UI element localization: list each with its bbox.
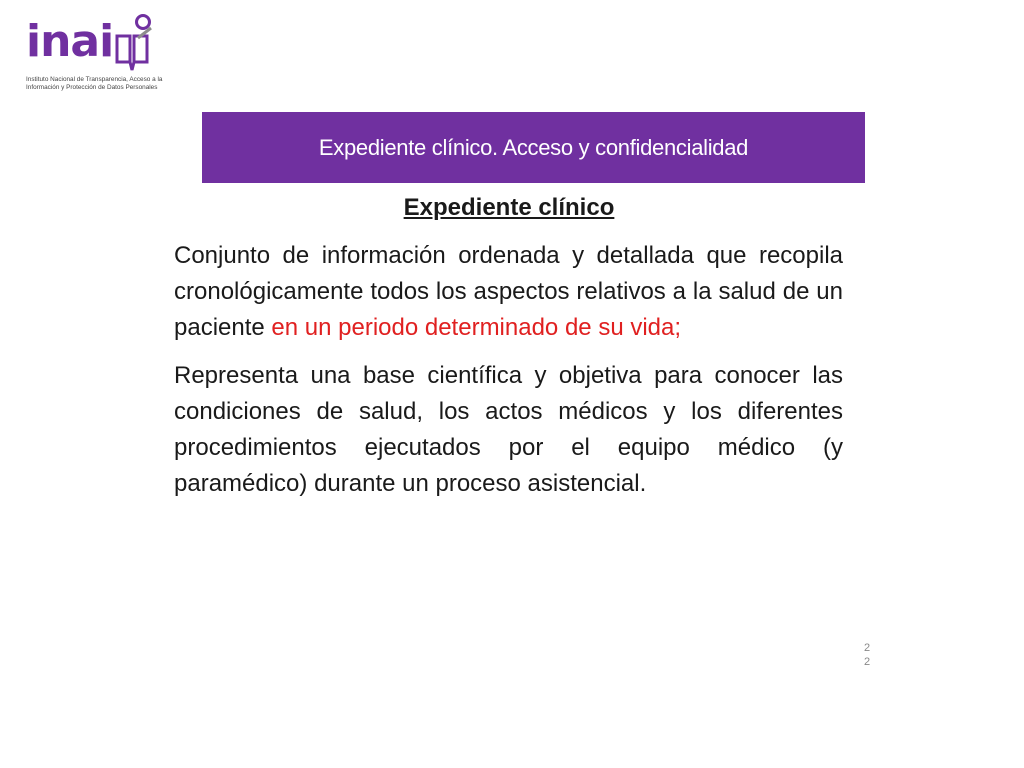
inai-wordmark-text: inai bbox=[26, 16, 114, 67]
page-number bbox=[860, 641, 874, 669]
inai-wordmark bbox=[26, 16, 114, 67]
inai-tagline-line-1: Instituto Nacional de Transparencia, Acceso a la bbox=[26, 76, 163, 83]
inai-logo bbox=[24, 14, 174, 96]
inai-tagline bbox=[26, 76, 176, 92]
slide-title: Expediente clínico. Acceso y confidencialidad bbox=[318, 134, 749, 160]
title-banner bbox=[202, 112, 865, 183]
section-heading: Expediente clínico bbox=[403, 194, 615, 221]
slide-body bbox=[174, 238, 843, 514]
page-number-line-2: 2 bbox=[863, 656, 871, 668]
definition-highlight: en un periodo determinado de su vida; bbox=[271, 314, 682, 341]
inai-tagline-line-2: Información y Protección de Datos Personales bbox=[26, 84, 158, 91]
page-number-line-1: 2 bbox=[863, 642, 871, 654]
definition-paragraph bbox=[174, 238, 843, 346]
inai-person-book-icon bbox=[113, 14, 157, 74]
description-paragraph: Representa una base científica y objetiva para conocer las condiciones de salud, los actos médicos y los diferentes procedimientos ejecutados por el equipo médico (y paramédico) durante un proceso asistencial. bbox=[174, 362, 843, 497]
definition-text: Conjunto de información ordenada y detallada que recopila cronológicamente todos los aspectos relativos a la salud de un paciente bbox=[174, 242, 843, 341]
